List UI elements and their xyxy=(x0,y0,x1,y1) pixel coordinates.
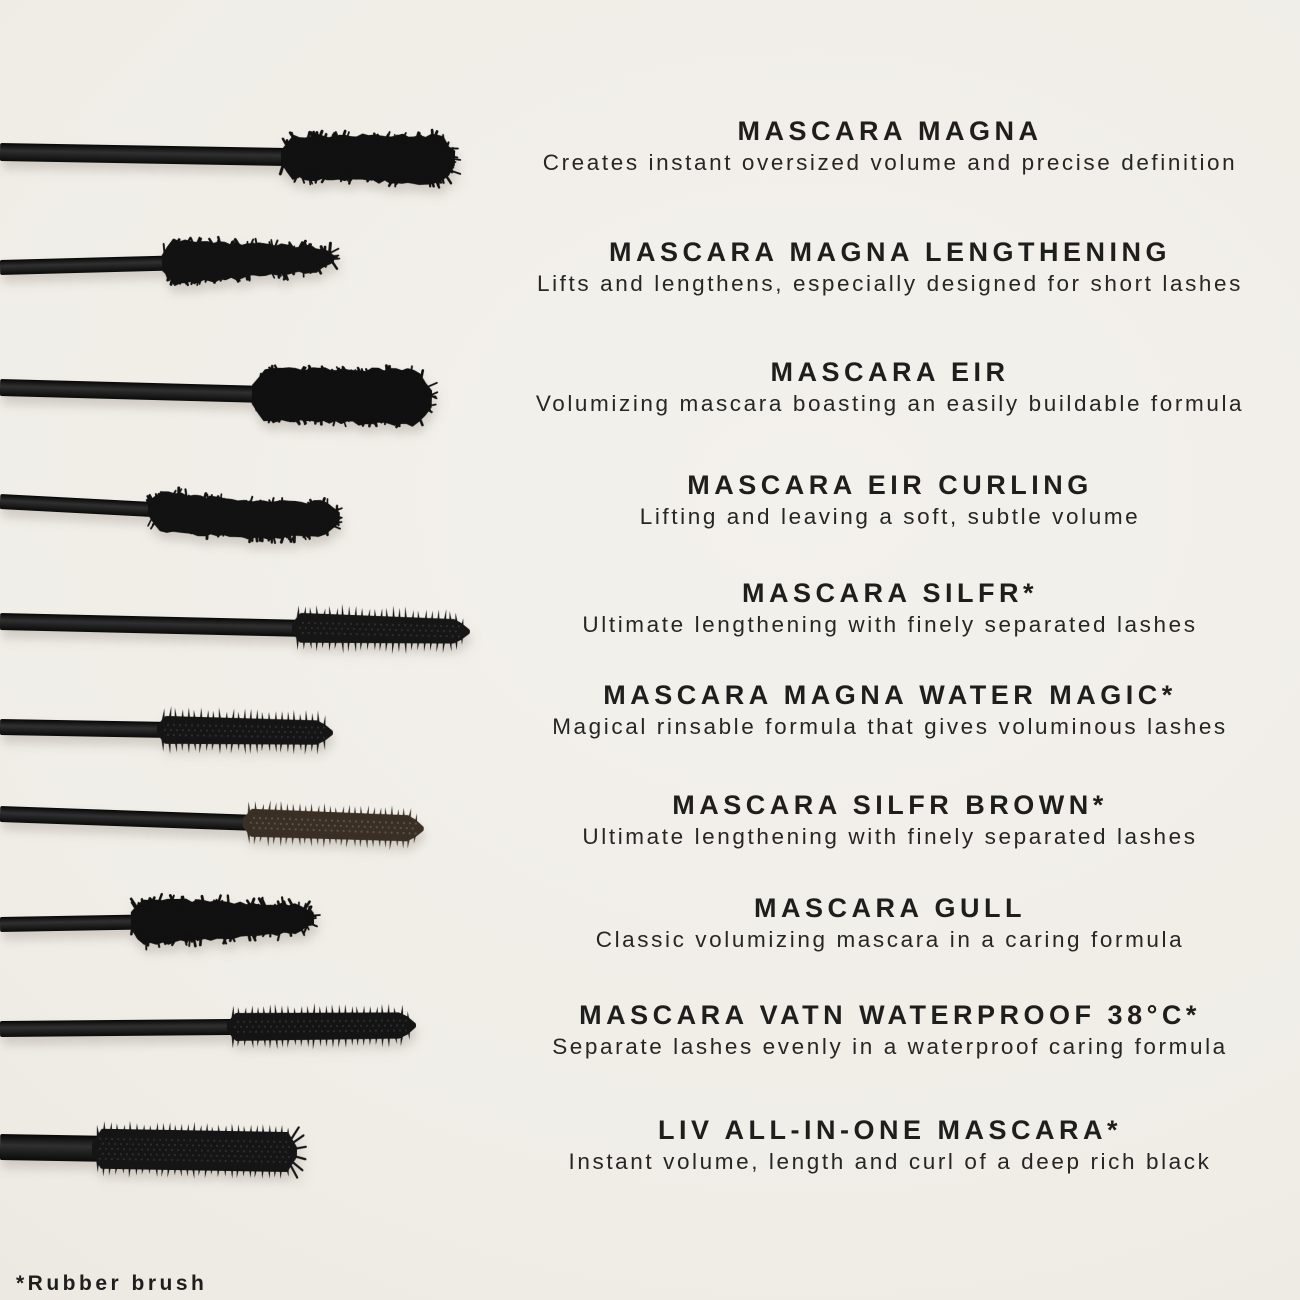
product-description: Magical rinsable formula that gives voluminous lashes xyxy=(552,714,1228,739)
wand-stick xyxy=(0,806,252,831)
brush-head-icon xyxy=(85,1114,303,1188)
product-entry xyxy=(480,577,1300,640)
product-description: Volumizing mascara boasting an easily buildable formula xyxy=(535,391,1245,416)
product-name: MASCARA VATN WATERPROOF 38°C* xyxy=(579,1000,1201,1030)
product-name: MASCARA MAGNA LENGTHENING xyxy=(609,237,1171,267)
product-entry xyxy=(480,892,1300,955)
wand-stick xyxy=(0,143,292,166)
product-entry xyxy=(480,1114,1300,1177)
product-description: Separate lashes evenly in a waterproof caring formula xyxy=(552,1034,1228,1059)
product-description: Lifting and leaving a soft, subtle volume xyxy=(639,504,1141,529)
wand-stick xyxy=(0,379,262,403)
wand-mascara-gull xyxy=(0,858,332,984)
product-entry xyxy=(480,356,1300,419)
product-entry xyxy=(480,999,1300,1062)
brush-head-icon xyxy=(285,595,476,663)
product-entry xyxy=(480,789,1300,852)
product-description: Ultimate lengthening with finely separated lashes xyxy=(582,824,1198,849)
product-entry xyxy=(480,469,1300,532)
wand-mascara-eir-curling xyxy=(0,441,360,580)
product-name: MASCARA MAGNA WATER MAGIC* xyxy=(603,680,1177,710)
product-description: Classic volumizing mascara in a caring formula xyxy=(595,927,1185,952)
brush-head-icon xyxy=(244,348,440,443)
product-name: MASCARA SILFR BROWN* xyxy=(672,790,1108,820)
product-description: Lifts and lengthens, especially designed for short lashes xyxy=(536,271,1244,296)
wand-stick xyxy=(0,1019,236,1037)
wand-mascara-magna-lengthening xyxy=(0,198,352,327)
wand-mascara-vatn-waterproof xyxy=(0,965,433,1089)
product-name: MASCARA EIR xyxy=(770,357,1010,387)
brush-head-icon xyxy=(273,115,462,202)
brush-head-icon xyxy=(139,472,348,555)
brush-head-icon xyxy=(154,219,342,302)
brush-head-icon xyxy=(150,699,339,764)
product-name: MASCARA MAGNA xyxy=(737,116,1043,146)
product-entry xyxy=(480,115,1300,178)
product-description: Creates instant oversized volume and precise definition xyxy=(542,150,1238,175)
product-name: MASCARA EIR CURLING xyxy=(687,470,1093,500)
product-entry xyxy=(480,679,1300,742)
wand-mascara-eir xyxy=(0,327,450,459)
wand-stick xyxy=(0,914,140,931)
rubber-brush-footnote: *Rubber brush xyxy=(16,1272,208,1295)
product-name: MASCARA SILFR* xyxy=(742,578,1038,608)
product-name: LIV ALL-IN-ONE MASCARA* xyxy=(658,1115,1122,1145)
product-description: Ultimate lengthening with finely separated lashes xyxy=(582,612,1198,637)
wand-stick xyxy=(0,719,165,738)
wand-stick xyxy=(0,494,160,517)
wand-stick xyxy=(0,613,300,637)
product-description: Instant volume, length and curl of a deep rich black xyxy=(568,1149,1212,1174)
brush-head-icon xyxy=(221,995,423,1057)
brush-head-icon xyxy=(123,877,321,962)
wand-stick xyxy=(0,255,172,274)
product-entry xyxy=(480,236,1300,299)
wand-liv-all-in-one xyxy=(0,1087,314,1212)
brush-head-icon xyxy=(236,792,431,859)
product-name: MASCARA GULL xyxy=(754,893,1026,923)
